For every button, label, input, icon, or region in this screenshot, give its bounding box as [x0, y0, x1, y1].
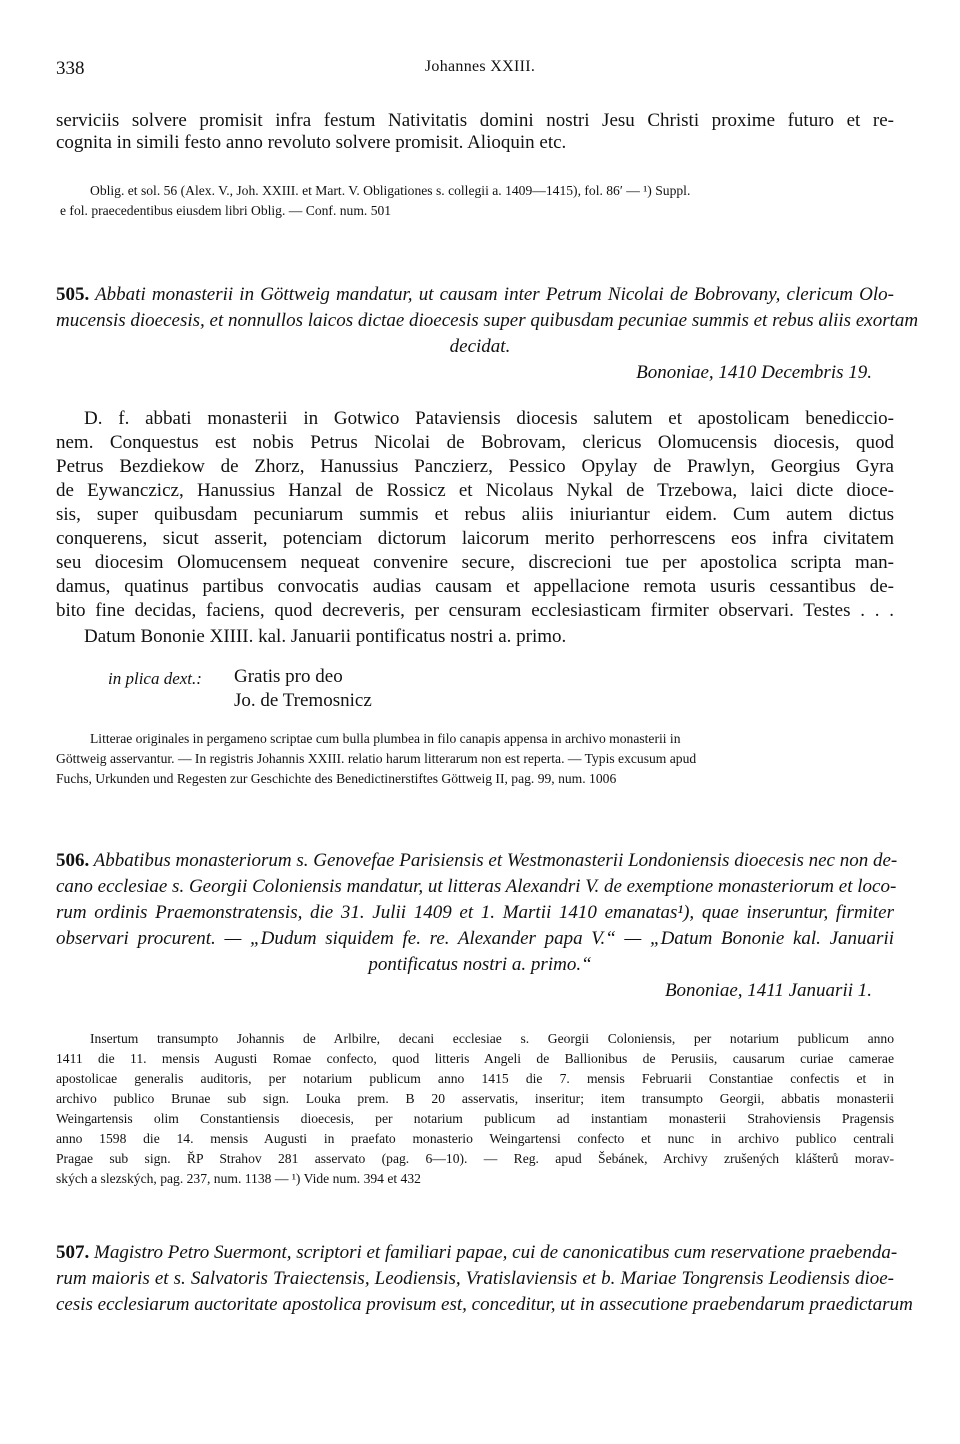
body-line: cognita in simili festo anno revoluto solvere promisit. Alioquin etc.	[56, 132, 567, 153]
plica-note: Gratis pro deo	[234, 666, 343, 687]
footnote-line: Göttweig asservantur. — In registris Johannis XXIII. relatio harum litterarum non est reperta. — Typis excusum apud	[56, 751, 697, 766]
footnote-line: ských a slezských, pag. 237, num. 1138 — ¹) Vide num. 394 et 432	[56, 1171, 421, 1186]
plica-signature: Jo. de Tremosnicz	[234, 690, 372, 711]
entry-505-text-line: seu diocesim Olomucensem nequeat convenire secure, discrecioni tue per apostolica scripta man-	[56, 552, 894, 573]
plica-label: in plica dext.:	[108, 669, 202, 688]
entry-505-text-line: nem. Conquestus est nobis Petrus Nicolai de Bobrovam, clericus Olomucensis diocesis, quod	[56, 432, 894, 453]
footnote-line: 1411 die 11. mensis Augusti Romae confecto, quod litteris Angeli de Ballionibus de Perusiis, causarum curiae camerae	[56, 1051, 894, 1066]
footnote-line: e fol. praecedentibus eiusdem libri Oblig. — Conf. num. 501	[60, 203, 392, 218]
entry-number: 506.	[56, 850, 90, 871]
footnote-line: Insertum transumpto Johannis de Arlbilre, decani ecclesiae s. Georgii Coloniensis, per notarium publicum anno	[90, 1031, 894, 1046]
footnote-line: Fuchs, Urkunden und Regesten zur Geschichte des Benedictinerstiftes Göttweig II, pag. 99, num. 1006	[56, 771, 617, 786]
footnote-line: Pragae sub sign. ŘP Strahov 281 asservato (pag. 6—10). — Reg. apud Šebánek, Archivy zrušených klášterů morav-	[56, 1151, 894, 1166]
running-title: Johannes XXIII.	[424, 58, 536, 75]
entry-505-summary-line: mucensis dioecesis, et nonnullos laicos dictae dioecesis super quibusdam pecuniae summis et rebus aliis exortam	[56, 310, 919, 331]
entry-505-text-line: bito fine decidas, faciens, quod decreveris, per censuram ecclesiasticam firmiter observari. Testes . . .	[56, 600, 894, 621]
entry-506-summary-line: observari procurent. — „Dudum siquidem fe. re. Alexander papa V.“ — „Datum Bononie kal. Januarii	[56, 928, 894, 949]
entry-505-summary-line: decidat.	[449, 336, 511, 357]
body-line: serviciis solvere promisit infra festum Nativitatis domini nostri Jesu Christi proxime futuro et re-	[56, 110, 894, 131]
entry-506-summary-line: pontificatus nostri a. primo.“	[368, 954, 592, 975]
footnote-line: Litterae originales in pergameno scriptae cum bulla plumbea in filo canapis appensa in archivo monasterii in	[90, 731, 681, 746]
entry-505-text-line: Petrus Bezdiekow de Zhorz, Hanussius Panczierz, Pessico Opylay de Prawlyn, Georgius Gyra	[56, 456, 894, 477]
entry-507-summary-line: cesis ecclesiarum auctoritate apostolica provisum est, conceditur, ut in assecutione praebendarum praedictarum	[56, 1294, 913, 1315]
summary-text: Abbati monasterii in Göttweig mandatur, ut causam inter Petrum Nicolai de Bobrovany, clericum Olo-	[95, 284, 894, 305]
entry-505-text-line: de Eywanczicz, Hanussius Hanzal de Rossicz et Nicolaus Nykal de Trzebowa, laici dicte dioce-	[56, 480, 894, 501]
footnote-line: anno 1598 die 14. mensis Augusti in praefato monasterio Weingartensi confecto et nunc in archivo publico centrali	[56, 1131, 894, 1146]
entry-506-summary-line	[56, 850, 898, 872]
entry-505-text-line: conquerens, sicut asserit, potenciam dictorum laicorum merito perhorrescens eos infra civitatem	[56, 528, 894, 549]
page-number: 338	[56, 58, 85, 79]
footnote-line: Weingartensis olim Constantiensis dioecesis, per notarium publicum ad instantiam monasterii Strahoviensis Pragensis	[56, 1111, 894, 1126]
entry-506-date: Bononiae, 1411 Januarii 1.	[664, 980, 872, 1001]
entry-506-summary-line: rum ordinis Praemonstratensis, die 31. Julii 1409 et 1. Martii 1410 emanatas¹), quae inseruntur, firmiter	[56, 902, 894, 923]
entry-507-summary-line	[56, 1242, 898, 1264]
summary-text: Abbatibus monasteriorum s. Genovefae Parisiensis et Westmonasterii Londoniensis dioecesis nec non de-	[93, 850, 898, 871]
footnote-line: apostolicae generalis auditoris, per notarium publicum anno 1415 die 7. mensis Februarii Constantiae confectis et in	[56, 1071, 894, 1086]
footnote-line: archivo publico Brunae sub sign. Louka prem. B 20 asservatis, inseritur; item transumpto Georgii, abbatis monasterii	[56, 1091, 894, 1106]
entry-505-text-line: D. f. abbati monasterii in Gotwico Pataviensis diocesis salutem et apostolicam benediccio-	[84, 408, 894, 429]
entry-507-summary-line: rum maioris et s. Salvatoris Traiectensis, Leodiensis, Vratislaviensis et b. Mariae Tongrensis Leodiensis dioe-	[56, 1268, 894, 1289]
entry-505-datum-line: Datum Bononie XIIII. kal. Januarii pontificatus nostri a. primo.	[84, 626, 567, 647]
entry-505-text-line: sis, super quibusdam pecuniarum summis et rebus aliis iniuriantur eidem. Cum autem dictus	[56, 504, 894, 525]
footnote-line: Oblig. et sol. 56 (Alex. V., Joh. XXIII. et Mart. V. Obligationes s. collegii a. 1409—1415), fol. 86′ — ¹) Suppl.	[90, 183, 691, 198]
entry-506-summary-line: cano ecclesiae s. Georgii Coloniensis mandatur, ut litteras Alexandri V. de exemptione monasteriorum et loco-	[56, 876, 897, 897]
summary-text: Magistro Petro Suermont, scriptori et familiari papae, cui de canonicatibus cum reservatione praebenda-	[94, 1242, 898, 1263]
entry-505-summary-line	[56, 284, 894, 306]
entry-505-date: Bononiae, 1410 Decembris 19.	[636, 362, 872, 383]
entry-number: 507.	[56, 1242, 90, 1263]
entry-505-text-line: damus, quatinus partibus convocatis audias causam et appellacione remota usuris cessantibus de-	[56, 576, 894, 597]
entry-number: 505.	[56, 284, 90, 305]
